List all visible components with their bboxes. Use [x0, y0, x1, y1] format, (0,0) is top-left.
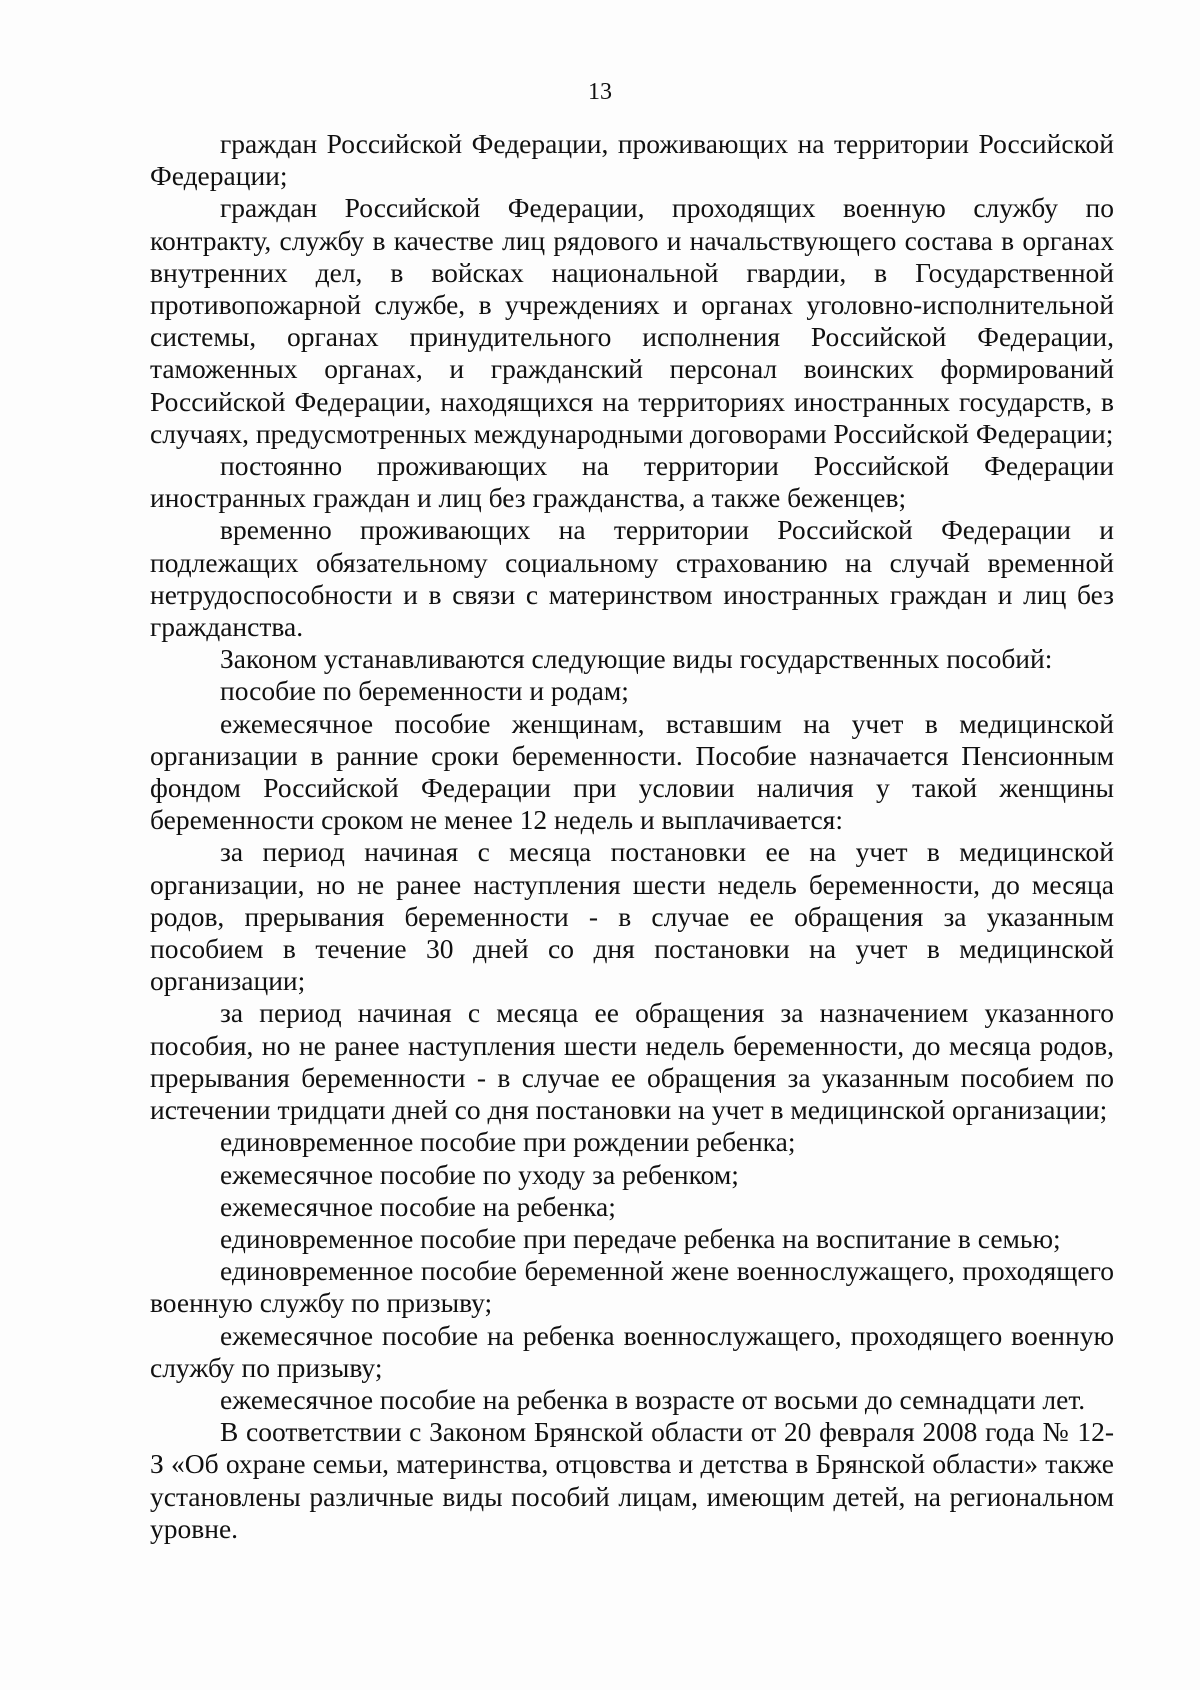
- paragraph: ежемесячное пособие на ребенка в возрасте от восьми до семнадцати лет.: [220, 1383, 1086, 1415]
- page-number: 13: [588, 79, 612, 105]
- paragraph: ежемесячное пособие женщинам, вставшим на учет в медицинской организации в ранние сроки беременности. Пособие назначается Пенсионным фондом Российской Федерации при условии наличия у такой женщины беременности сроком не менее 12 недель и выплачивается:: [150, 707, 1114, 836]
- paragraph: граждан Российской Федерации, проходящих военную службу по контракту, службу в качестве лиц рядового и начальствующего состава в органах внутренних дел, в войсках национальной гвардии, в Государственной противопожарной службе, в учреждениях и органах уголовно-исполнительной системы, органах принудительного исполнения Российской Федерации, таможенных органах, и гражданский персонал воинских формирований Российской Федерации, находящихся на территориях иностранных государств, в случаях, предусмотренных международными договорами Российской Федерации;: [150, 192, 1114, 449]
- paragraph: единовременное пособие беременной жене военнослужащего, проходящего военную службу по призыву;: [150, 1255, 1114, 1319]
- paragraph: за период начиная с месяца ее обращения за назначением указанного пособия, но не ранее наступления шести недель беременности, до месяца родов, прерывания беременности - в случае ее обращения за указанным пособием по истечении тридцати дней со дня постановки на учет в медицинской организации;: [150, 997, 1114, 1126]
- paragraph: ежемесячное пособие на ребенка военнослужащего, проходящего военную службу по призыву;: [150, 1319, 1114, 1383]
- paragraph: граждан Российской Федерации, проживающих на территории Российской Федерации;: [150, 128, 1114, 192]
- paragraph: единовременное пособие при передаче ребенка на воспитание в семью;: [220, 1222, 1061, 1254]
- paragraph: ежемесячное пособие по уходу за ребенком;: [220, 1158, 739, 1190]
- paragraph: В соответствии с Законом Брянской области от 20 февраля 2008 года № 12-З «Об охране семьи, материнства, отцовства и детства в Брянской области» также установлены различные виды пособий лицам, имеющим детей, на региональном уровне.: [150, 1416, 1114, 1544]
- paragraph: Законом устанавливаются следующие виды государственных пособий:: [220, 643, 1053, 675]
- paragraph: временно проживающих на территории Российской Федерации и подлежащих обязательному социальному страхованию на случай временной нетрудоспособности и в связи с материнством иностранных граждан и лиц без гражданства.: [150, 514, 1114, 643]
- paragraph: ежемесячное пособие на ребенка;: [220, 1190, 616, 1222]
- paragraph: постоянно проживающих на территории Российской Федерации иностранных граждан и лиц без гражданства, а также беженцев;: [150, 450, 1114, 514]
- document-body: [150, 128, 1114, 1545]
- paragraph: пособие по беременности и родам;: [220, 675, 629, 707]
- paragraph: единовременное пособие при рождении ребенка;: [220, 1126, 796, 1158]
- paragraph: за период начиная с месяца постановки ее на учет в медицинской организации, но не ранее наступления шести недель беременности, до месяца родов, прерывания беременности - в случае ее обращения за указанным пособием в течение 30 дней со дня постановки на учет в медицинской организации;: [150, 836, 1114, 997]
